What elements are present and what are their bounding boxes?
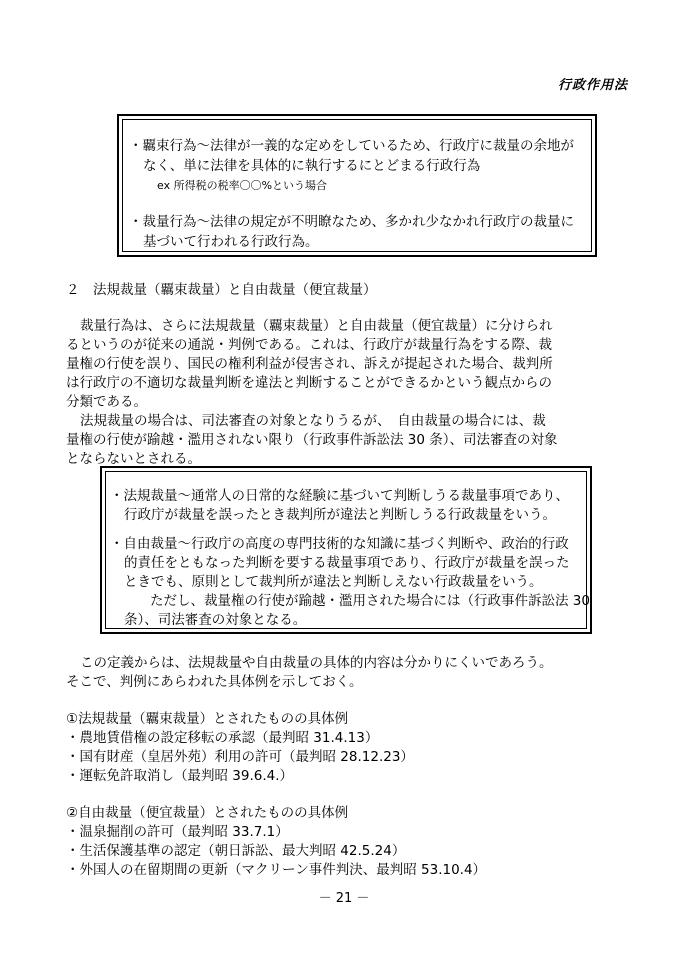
paragraph1-line-4: は行政庁の不適切な裁量判断を違法と判断することができるかという観点からの (66, 375, 552, 391)
box2-line-3: ・自由裁量～行政庁の高度の専門技術的な知識に基づく判断や、政治的行政 (110, 536, 569, 552)
definition-box-1 (117, 114, 597, 257)
section-heading: ２ 法規裁量（覊束裁量）と自由裁量（便宜裁量） (66, 282, 377, 298)
paragraph1-line-2: るというのが従来の通説・判例である。これは、行政庁が裁量行為をする際、裁 (66, 337, 552, 353)
box1-line-2: なく、単に法律を具体的に執行するにとどまる行政行為 (143, 158, 481, 174)
box1-line-5: 基づいて行われる行政行為。 (143, 234, 319, 250)
running-header: 行政作用法 (557, 78, 628, 93)
box2-line-4: 的責任をともなった判断を要する裁量事項であり、行政庁が裁量を誤った (124, 555, 570, 571)
paragraph2-line-1: 法規裁量の場合は、司法審査の対象となりうるが、 自由裁量の場合には、裁 (80, 413, 546, 429)
box2-line-2: 行政庁が裁量を誤ったとき裁判所が違法と判断しうる行政裁量をいう。 (124, 507, 556, 523)
list1-item-3: ・運転免許取消し（最判昭 39.6.4.） (66, 768, 294, 784)
box2-line-1: ・法規裁量～通常人の日常的な経験に基づいて判断しうる裁量事項であり、 (110, 488, 569, 504)
box2-line-5: ときでも、原則として裁判所が違法と判断しえない行政裁量をいう。 (124, 574, 543, 590)
box2-line-7: 条）、司法審査の対象となる。 (124, 612, 307, 628)
list1-item-2: ・国有財産（皇居外苑）利用の許可（最判昭 28.12.23） (66, 749, 414, 765)
paragraph3-line-2: そこで、判例にあらわれた具体例を示しておく。 (66, 674, 363, 690)
list2-item-1: ・温泉掘削の許可（最判昭 33.7.1） (66, 824, 289, 840)
definition-box-2 (100, 466, 592, 634)
paragraph2-line-2: 量権の行使が踰越・濫用されない限り（行政事件訴訟法 30 条）、司法審査の対象 (66, 432, 558, 448)
list1-title: ①法規裁量（覊束裁量）とされたものの具体例 (66, 711, 349, 727)
list2-title: ②自由裁量（便宜裁量）とされたものの具体例 (66, 805, 349, 821)
list2-item-3: ・外国人の在留期間の更新（マクリーン事件判決、最判昭 53.10.4） (66, 862, 487, 878)
paragraph1-line-3: 量権の行使を誤り、国民の権利利益が侵害され、訴えが提起された場合、裁判所 (66, 356, 553, 372)
paragraph2-line-3: とならないとされる。 (66, 451, 201, 467)
box1-line-1: ・覊束行為～法律が一義的な定めをしているため、行政庁に裁量の余地が (129, 138, 574, 154)
box2-line-6: ただし、裁量権の行使が踰越・濫用された場合には（行政事件訴訟法 30 (150, 593, 590, 609)
page-number: － 21 － (318, 891, 370, 906)
paragraph3-line-1: この定義からは、法規裁量や自由裁量の具体的内容は分かりにくいであろう。 (80, 655, 553, 671)
list2-item-2: ・生活保護基準の認定（朝日訴訟、最大判昭 42.5.24） (66, 843, 406, 859)
box1-line-3: ex 所得税の税率〇〇%という場合 (157, 179, 328, 192)
paragraph1-line-5: 分類である。 (66, 394, 147, 410)
box1-line-4: ・裁量行為～法律の規定が不明瞭なため、多かれ少なかれ行政庁の裁量に (129, 214, 574, 230)
paragraph1-line-1: 裁量行為は、さらに法規裁量（覊束裁量）と自由裁量（便宜裁量）に分けられ (80, 318, 553, 334)
list1-item-1: ・農地賃借権の設定移転の承認（最判昭 31.4.13） (66, 730, 379, 746)
